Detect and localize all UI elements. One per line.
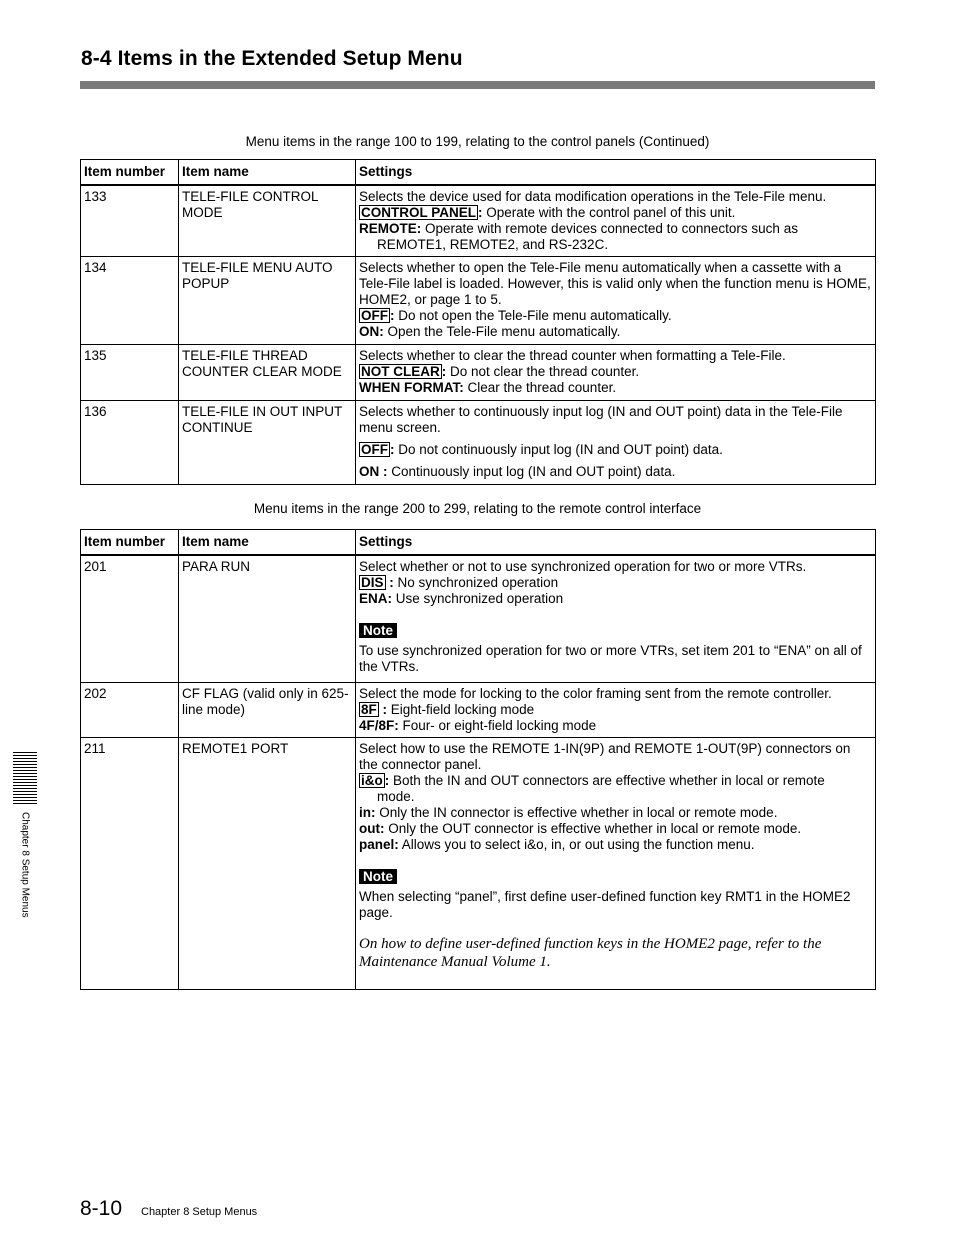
setting-option (359, 718, 872, 734)
item-name: TELE-FILE CONTROL MODE (179, 185, 356, 257)
header-item-number: Item number (81, 530, 179, 556)
option-separator: : (441, 364, 447, 379)
option-key: out: (359, 820, 385, 836)
reference-text: On how to define user-defined function keys in the HOME2 page, refer to the Maintenance Manual Volume 1. (359, 935, 822, 970)
item-number: 201 (81, 555, 179, 682)
option-separator: : (478, 205, 483, 220)
setting-option (359, 591, 872, 607)
settings-cell (356, 345, 876, 401)
option-text: Both the IN and OUT connectors are effective whether in local or remote (389, 772, 825, 788)
option-key: panel: (359, 836, 399, 852)
default-value-box: i&o (361, 772, 383, 788)
table1-caption: Menu items in the range 100 to 199, relating to the control panels (Continued) (245, 134, 710, 149)
setting-description: Select whether or not to use synchronized operation for two or more VTRs. (359, 559, 807, 574)
note-text: When selecting “panel”, first define user-defined function key RMT1 in the HOME2 page. (359, 888, 851, 920)
table2-caption: Menu items in the range 200 to 299, relating to the remote control interface (253, 501, 702, 516)
table-row (81, 682, 876, 737)
settings-cell (356, 555, 876, 682)
table-header-row (81, 160, 876, 186)
option-text: Only the OUT connector is effective whether in local or remote mode. (384, 820, 802, 836)
setting-description: Select how to use the REMOTE 1-IN(9P) and REMOTE 1-OUT(9P) connectors on the connector panel. (359, 740, 851, 772)
setting-option (359, 324, 872, 340)
setting-option (359, 805, 872, 821)
option-text: Only the IN connector is effective whether in local or remote mode. (375, 804, 778, 820)
option-separator: : (378, 701, 388, 717)
note-text: To use synchronized operation for two or more VTRs, set item 201 to “ENA” on all of the VTRs. (359, 643, 862, 674)
item-number: 136 (81, 401, 179, 485)
option-key: ON : (359, 464, 388, 479)
heading-rule (80, 81, 875, 89)
table2 (80, 529, 876, 990)
item-name: REMOTE1 PORT (179, 737, 356, 989)
option-text: Do not open the Tele-File menu automatically. (394, 308, 672, 323)
default-value-box: OFF (361, 442, 388, 457)
option-key: 4F/8F: (359, 717, 399, 733)
item-name: CF FLAG (valid only in 625-line mode) (179, 682, 356, 737)
option-text: Use synchronized operation (392, 591, 564, 606)
item-name: TELE-FILE THREAD COUNTER CLEAR MODE (179, 345, 356, 401)
option-key: REMOTE: (359, 221, 422, 236)
header-settings: Settings (356, 160, 876, 186)
option-separator: : (390, 308, 395, 323)
option-separator: : (390, 442, 395, 457)
option-text: Open the Tele-File menu automatically. (383, 324, 621, 339)
table1 (80, 159, 876, 485)
footer-chapter-title: Chapter 8 Setup Menus (141, 1206, 258, 1218)
item-name: TELE-FILE IN OUT INPUT CONTINUE (179, 401, 356, 485)
option-text: Clear the thread counter. (463, 380, 617, 395)
option-text: Continuously input log (IN and OUT point) data. (387, 464, 676, 479)
item-number: 134 (81, 257, 179, 345)
default-value-box: CONTROL PANEL (361, 205, 477, 220)
default-value-box: NOT CLEAR (361, 364, 440, 379)
option-text: Operate with remote devices connected to connectors such as (421, 221, 798, 236)
option-key: ENA: (359, 591, 392, 606)
option-text: Four- or eight-field locking mode (398, 717, 597, 733)
option-text: Do not clear the thread counter. (446, 364, 640, 379)
note-label: Note (359, 623, 397, 638)
option-continuation: REMOTE1, REMOTE2, and RS-232C. (377, 237, 609, 252)
option-continuation: mode. (377, 788, 415, 804)
item-name: TELE-FILE MENU AUTO POPUP (179, 257, 356, 345)
setting-description: Selects whether to open the Tele-File menu automatically when a cassette with a Tele-File label is loaded. However, this is valid only when the function menu is HOME, HOME2, or page 1 to 5. (359, 260, 871, 307)
table-row (81, 737, 876, 989)
setting-option (359, 464, 872, 480)
default-value-box: 8F (361, 701, 377, 717)
header-settings: Settings (356, 530, 876, 556)
table-row (81, 401, 876, 485)
item-number: 211 (81, 737, 179, 989)
settings-cell (356, 737, 876, 989)
header-item-name: Item name (179, 530, 356, 556)
option-key: WHEN FORMAT: (359, 380, 464, 395)
setting-description: Selects whether to clear the thread counter when formatting a Tele-File. (359, 348, 786, 363)
setting-description: Selects the device used for data modification operations in the Tele-File menu. (359, 189, 827, 204)
header-item-name: Item name (179, 160, 356, 186)
setting-option (359, 821, 872, 837)
option-text: Allows you to select i&o, in, or out using the function menu. (398, 836, 755, 852)
setting-option (359, 702, 872, 718)
setting-option (359, 442, 872, 458)
table-row (81, 345, 876, 401)
setting-option (359, 364, 872, 380)
settings-cell (356, 401, 876, 485)
table-header-row (81, 530, 876, 556)
page-number: 8-10 (80, 1197, 123, 1220)
setting-option (359, 575, 872, 591)
page-heading: 8-4 Items in the Extended Setup Menu (81, 47, 463, 70)
table-row (81, 555, 876, 682)
default-value-box: DIS (361, 575, 384, 590)
option-key: ON: (359, 324, 384, 339)
option-text: No synchronized operation (393, 575, 559, 590)
item-number: 202 (81, 682, 179, 737)
setting-option (359, 837, 872, 853)
item-name: PARA RUN (179, 555, 356, 682)
setting-option (359, 205, 872, 221)
setting-option (359, 380, 872, 396)
header-item-number: Item number (81, 160, 179, 186)
option-key: in: (359, 804, 376, 820)
option-separator: : (384, 772, 390, 788)
setting-description: Select the mode for locking to the color framing sent from the remote controller. (359, 685, 832, 701)
chapter-tab-marker (13, 752, 37, 804)
option-text: Operate with the control panel of this unit. (482, 205, 736, 220)
setting-option (359, 308, 872, 324)
setting-option (359, 221, 872, 237)
setting-description: Selects whether to continuously input log (IN and OUT point) data in the Tele-File menu screen. (359, 404, 843, 435)
chapter-side-label: Chapter 8 Setup Menus (19, 812, 31, 918)
setting-option (359, 773, 872, 789)
settings-cell (356, 682, 876, 737)
table-row (81, 185, 876, 257)
item-number: 135 (81, 345, 179, 401)
settings-cell (356, 257, 876, 345)
option-text: Do not continuously input log (IN and OUT point) data. (394, 442, 723, 457)
default-value-box: OFF (361, 308, 388, 323)
option-separator: : (385, 575, 394, 590)
option-text: Eight-field locking mode (387, 701, 535, 717)
item-number: 133 (81, 185, 179, 257)
settings-cell (356, 185, 876, 257)
table-row (81, 257, 876, 345)
note-label: Note (359, 869, 397, 884)
